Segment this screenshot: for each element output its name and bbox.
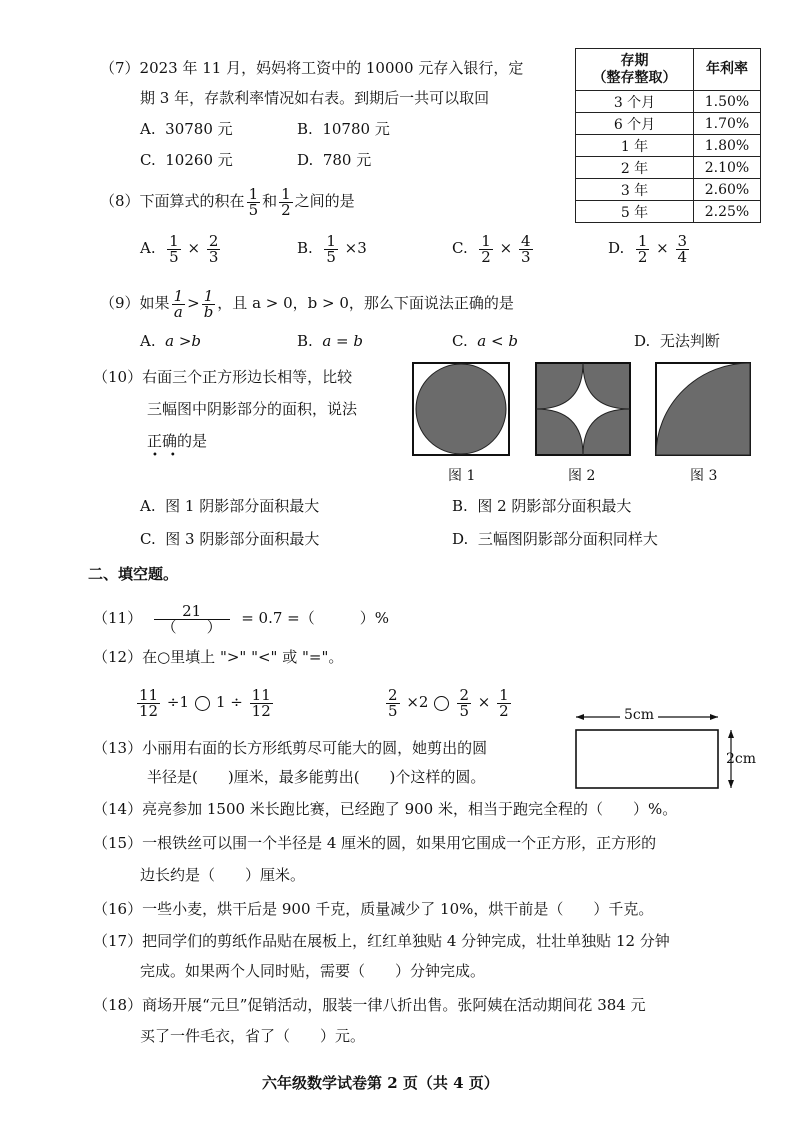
table-row: 1 年 1.80% [576,135,761,157]
page-footer: 六年级数学试卷第 2 页（共 4 页） [262,1074,499,1092]
q8-stem: （8）下面算式的积在 $\frac{1}{5}$ 和 $\frac{1}{2}$ 之间的是 [100,184,355,219]
q7-option-c[interactable]: C. 10260 元 [140,151,233,169]
height-label: 2cm [726,751,757,767]
q12-stem: （12）在○里填上 ">" "<" 或 "="。 [93,648,344,666]
q10-line2: 三幅图中阴影部分的面积，说法 [147,400,358,418]
q15-line2: 边长约是（ ）厘米。 [140,866,306,884]
q7-line2: 期 3 年，存款利率情况如右表。到期后一共可以取回 [140,89,490,107]
q8-option-b[interactable]: B. $\frac{1}{5}$ ×3 [297,231,367,266]
q9-stem: （9）如果 $\frac{1}{a}$ > $\frac{1}{b}$ ，且 a > 0，b > 0，那么下面说法正确的是 [100,286,514,321]
emphasis-dots: •• [152,450,188,461]
q9-option-c[interactable]: C. a < b [452,332,518,350]
section-2-title: 二、填空题。 [88,565,179,583]
q17-line1: （17）把同学们的剪纸作品贴在展板上，红红单独贴 4 分钟完成，壮壮单独贴 12 分钟 [93,932,670,950]
figure-1-label: 图 1 [448,468,476,484]
q9-option-a[interactable]: A. a >b [140,332,202,350]
q13-line2: 半径是( )厘米，最多能剪出( )个这样的圆。 [147,768,486,786]
q8-option-c[interactable]: C. $\frac{1}{2}$ × $\frac{4}{3}$ [452,231,531,266]
figure-1 [412,362,512,458]
q11: （11） $\frac{21}{( )}$ = 0.7 =（ ）% [93,601,389,636]
table-row: 5 年 2.25% [576,201,761,223]
figure-2-label: 图 2 [568,468,596,484]
figure-3-label: 图 3 [690,468,718,484]
compare-circle[interactable] [195,696,210,711]
q7-option-b[interactable]: B. 10780 元 [297,120,390,138]
q9-option-b[interactable]: B. a = b [297,332,363,350]
q10-option-d[interactable]: D. 三幅图阴影部分面积同样大 [452,530,658,548]
q8-option-d[interactable]: D. $\frac{1}{2}$ × $\frac{3}{4}$ [608,231,688,266]
q10-line3: 正确的是 [147,432,208,450]
q16: （16）一些小麦，烘干后是 900 千克，质量减少了 10%，烘干前是（ ）千克。 [93,900,654,918]
table-row: 6 个月 1.70% [576,113,761,135]
compare-circle[interactable] [434,696,449,711]
interest-rate-table [575,48,761,223]
q8-option-a[interactable]: A. $\frac{1}{5}$ × $\frac{2}{3}$ [140,231,219,266]
q12-expr-2: $\frac{2}{5}$ ×2 $\frac{2}{5}$ × $\frac{1}{2}$ [388,685,509,720]
q10-option-c[interactable]: C. 图 3 阴影部分面积最大 [140,530,320,548]
table-header-term: 存期 （整存整取） [576,49,694,91]
q7-option-d[interactable]: D. 780 元 [297,151,372,169]
q10-line1: （10）右面三个正方形边长相等，比较 [93,368,353,386]
q9-option-d[interactable]: D. 无法判断 [634,332,720,350]
table-row: 3 个月 1.50% [576,91,761,113]
table-row: 3 年 2.60% [576,179,761,201]
q17-line2: 完成。如果两个人同时贴，需要（ ）分钟完成。 [140,962,486,980]
q14: （14）亮亮参加 1500 米长跑比赛，已经跑了 900 米，相当于跑完全程的（ ）%。 [93,800,678,818]
q7-line1: （7）2023 年 11 月，妈妈将工资中的 10000 元存入银行，定 [100,59,524,77]
q12-expr-1: $\frac{11}{12}$ ÷1 1 ÷ $\frac{11}{12}$ [139,685,271,720]
figure-2 [535,362,633,458]
table-row: 2 年 2.10% [576,157,761,179]
q10-option-b[interactable]: B. 图 2 阴影部分面积最大 [452,497,632,515]
table-header-rate: 年利率 [694,49,761,91]
rectangle-diagram [572,706,762,792]
q18-line2: 买了一件毛衣，省了（ ）元。 [140,1027,366,1045]
width-label: 5cm [620,707,658,723]
q10-option-a[interactable]: A. 图 1 阴影部分面积最大 [140,497,320,515]
q18-line1: （18）商场开展“元旦”促销活动，服装一律八折出售。张阿姨在活动期间花 384 元 [93,996,646,1014]
q7-option-a[interactable]: A. 30780 元 [140,120,233,138]
q13-line1: （13）小丽用右面的长方形纸剪尽可能大的圆，她剪出的圆 [93,739,488,757]
figure-3 [655,362,753,458]
q15-line1: （15）一根铁丝可以围一个半径是 4 厘米的圆，如果用它围成一个正方形，正方形的 [93,834,657,852]
